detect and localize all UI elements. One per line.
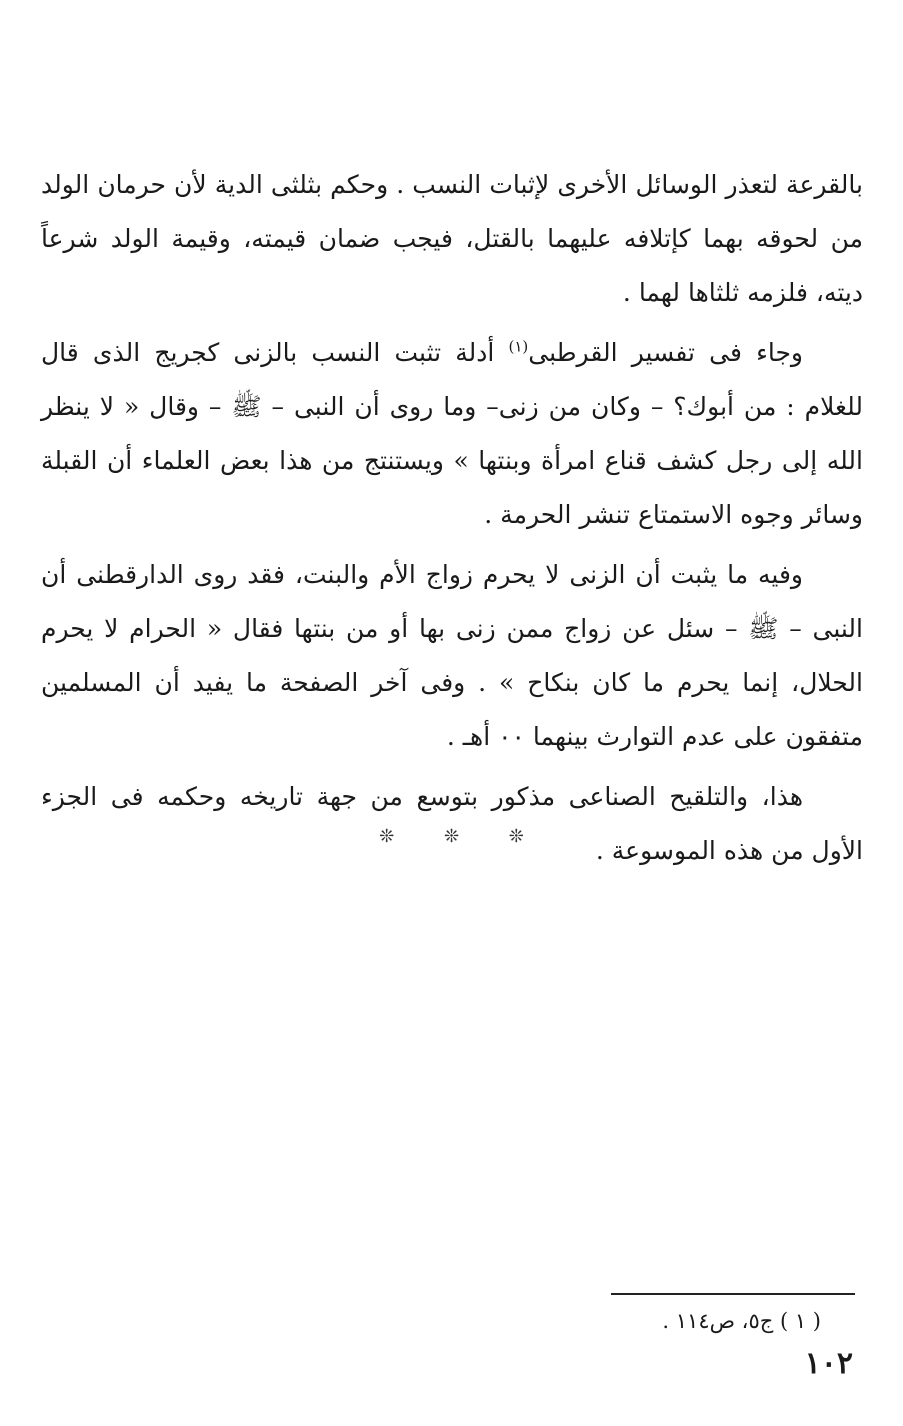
footnote: ( ١ ) ج٥، ص١١٤ . (662, 1309, 821, 1333)
page-number: ١٠٢ (804, 1346, 853, 1381)
paragraph-4: هذا، والتلقيح الصناعى مذكور بتوسع من جهة تاريخه وحكمه فى الجزء الأول من هذه الموسوعة . (41, 782, 863, 865)
paragraph-3: وفيه ما يثبت أن الزنى لا يحرم زواج الأم والبنت، فقد روى الدارقطنى أن النبى – ﷺ – سئل عن زواج ممن زنى بها أو من بنتها فقال « الحرام لا يحرم الحلال، إنما يحرم ما كان بنكاح » . وفى آخر الصفحة ما يفيد أن المسلمين متفقون على عدم التوارث بينهما ٠٠ أهـ . (41, 560, 863, 751)
separator-star-icon: ❊ (508, 826, 524, 847)
separator-star-icon: ❊ (379, 826, 395, 847)
paragraph-2 (41, 326, 863, 542)
separator-star-icon: ❊ (443, 826, 460, 847)
footnote-reference: (١) (508, 337, 529, 356)
paragraph-1: بالقرعة لتعذر الوسائل الأخرى لإثبات النسب . وحكم بثلثى الدية لأن حرمان الولد من لحوقه بهما كإتلافه عليهما بالقتل، فيجب ضمان قيمته، وقيمة الولد شرعاً ديته، فلزمه ثلثاها لهما . (41, 170, 863, 307)
paragraph-2-rest: أدلة تثبت النسب بالزنى كجريج الذى قال للغلام : من أبوك؟ – وكان من زنى– وما روى أن النبى – ﷺ – وقال « لا ينظر الله إلى رجل كشف قناع امرأة وبنتها » ويستنتج من هذا بعض العلماء أن القبلة وسائر وجوه الاستمتاع تنشر الحرمة . (41, 338, 863, 529)
paragraph-2-start: وجاء فى تفسير القرطبى (528, 338, 803, 367)
body-text (41, 158, 863, 884)
footnote-divider (611, 1293, 855, 1295)
section-separator (0, 826, 903, 847)
